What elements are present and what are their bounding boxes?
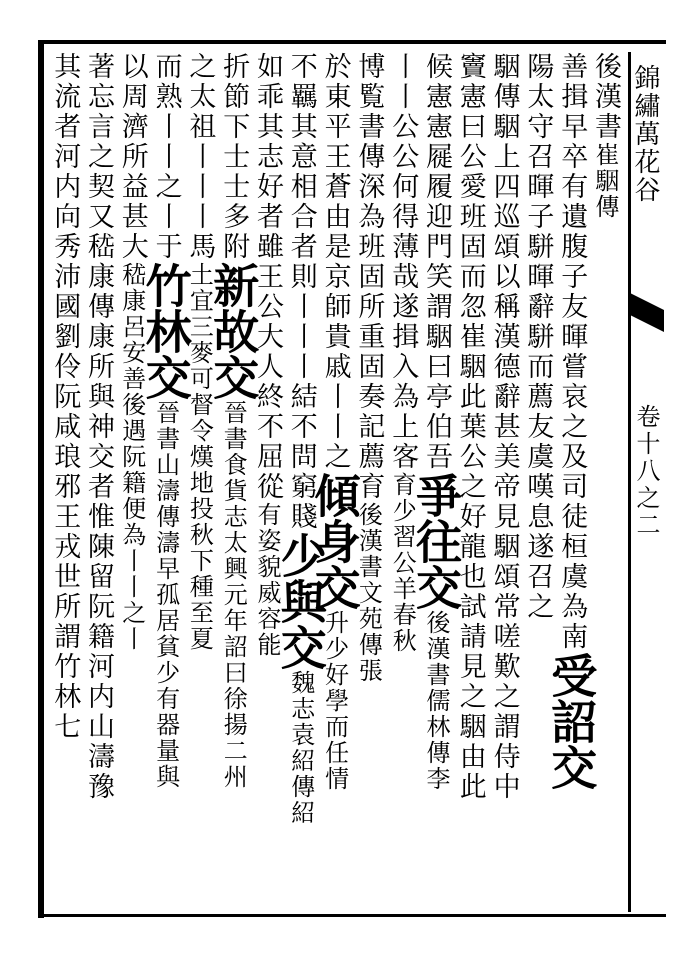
annotation-text: 魏志袁紹傳紹 xyxy=(286,670,315,826)
body-text: 著忘言之契又嵇康傳康所與神交者惟陳留阮籍河内山濤豫 xyxy=(83,52,114,802)
annotation-text: 後漢書文苑傳張 xyxy=(354,502,383,684)
annotation-text: 嵇康呂安善後遇阮籍便為丨丨之丨 xyxy=(117,262,146,652)
annotation-text: 土宜三麥可督令熯地投秋下種至夏 xyxy=(185,262,214,652)
topic-heading: 傾身交 xyxy=(307,472,362,610)
body-text: 陽太守召暉子駢暉辭駢而薦友虞嘆息遂召之 xyxy=(522,52,554,622)
topic-heading: 竹林交 xyxy=(138,262,193,400)
annotation-text: 育少習公羊春秋 xyxy=(388,472,417,654)
frame-bottom-rule xyxy=(38,914,666,917)
topic-heading: 新故交 xyxy=(206,262,261,400)
annotation-text: 晉書山濤傳濤早孤居貧少有器量與 xyxy=(151,400,180,790)
annotation-text: 有姿貌威容能 xyxy=(253,502,281,658)
annotation-text: 崔 xyxy=(591,142,619,168)
annotation-text: 駰 xyxy=(591,168,619,194)
margin-juan-label: 卷十八之二 xyxy=(632,404,660,539)
body-text: 候憲憲屣履迎門笑謂駰曰亭伯吾 xyxy=(421,52,452,472)
annotation-text: 傳 xyxy=(591,194,619,220)
annotation-text: 升少好學而任情 xyxy=(320,610,349,792)
annotation-text: 晉書食貨志太興元年詔曰徐揚二州 xyxy=(219,400,248,790)
frame-top-rule xyxy=(38,40,666,44)
body-text: 如乖其志好者雖王公大人終不屈從 xyxy=(252,52,283,502)
topic-heading: 少與交 xyxy=(273,532,328,670)
body-text: 於東平王蒼由是京師貴戚丨丨之 xyxy=(319,52,351,472)
body-text: 折節下士士多附 xyxy=(218,52,250,262)
body-text: 竇憲曰公愛班固而忽崔駰此葉公之好龍也試請見之駰由此 xyxy=(454,52,486,802)
annotation-text: 後漢書儒林傳李 xyxy=(422,610,450,792)
body-text: 其流者河内向秀沛國劉伶阮咸琅邪王戎世所謂竹林七 xyxy=(49,52,81,742)
body-text: 而熟丨丨之丨于 xyxy=(150,52,182,262)
body-text: 以周濟所益甚大 xyxy=(116,52,148,262)
topic-heading: 受詔交 xyxy=(544,652,599,790)
text-column-17 xyxy=(43,52,85,912)
body-text: 丨丨公公何得薄哉遂揖入為上客 xyxy=(387,52,419,472)
topic-heading: 爭往交 xyxy=(409,472,463,610)
body-text: 駰傳駰上四巡頌以稱漢德辭甚美帝見駰頌常嗟歎之謂侍中 xyxy=(488,52,520,802)
body-text: 善揖早卒有遺腹子友暉嘗哀之及司徒桓虞為南 xyxy=(556,52,588,652)
body-text: 之太祖丨丨丨馬 xyxy=(184,52,216,262)
body-text: 後漢書 xyxy=(590,52,621,142)
body-text: 博覧書傳深為班固所重固奏記薦育 xyxy=(353,52,385,502)
margin-book-title: 錦繡萬花谷 xyxy=(630,64,660,204)
body-text: 不羈其意相合者則丨丨丨結不問窮賤 xyxy=(285,52,317,532)
